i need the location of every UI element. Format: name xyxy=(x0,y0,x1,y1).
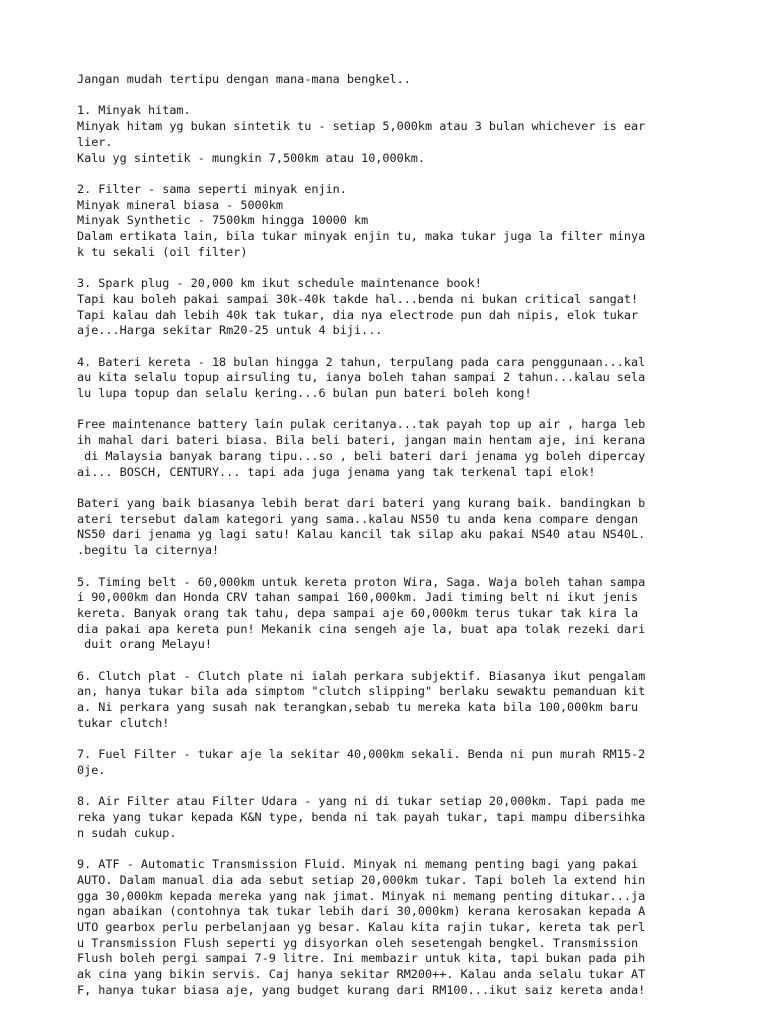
document-body-text: Jangan mudah tertipu dengan mana-mana bengkel.. 1. Minyak hitam. Minyak hitam yg bukan sintetik tu - setiap 5,000km atau 3 bulan whichever is ear lier. Kalu yg sintetik - mungkin 7,500km atau 10,000km. 2. Filter - sama seperti minyak enjin. Minyak mineral biasa - 5000km Minyak Synthetic - 7500km hingga 10000 km Dalam ertikata lain, bila tukar minyak enjin tu, maka tukar juga la filter minya k tu sekali (oil filter) 3. Spark plug - 20,000 km ikut schedule maintenance book! Tapi kau boleh pakai sampai 30k-40k takde hal...benda ni bukan critical sangat! Tapi kalau dah lebih 40k tak tukar, dia nya electrode pun dah nipis, elok tukar aje...Harga sekitar Rm20-25 untuk 4 biji... 4. Bateri kereta - 18 bulan hingga 2 tahun, terpulang pada cara penggunaan...kal au kita selalu topup airsuling tu, ianya boleh tahan sampai 2 tahun...kalau sela lu lupa topup dan selalu kering...6 bulan pun bateri boleh kong! Free maintenance battery lain pulak ceritanya...tak payah top up air , harga leb ih mahal dari bateri biasa. Bila beli bateri, jangan main hentam aje, ini kerana di Malaysia banyak barang tipu...so , beli bateri dari jenama yg boleh dipercay ai... BOSCH, CENTURY... tapi ada juga jenama yang tak terkenal tapi elok! Bateri yang baik biasanya lebih berat dari bateri yang kurang baik. bandingkan b ateri tersebut dalam kategori yang sama..kalau NS50 tu anda kena compare dengan NS50 dari jenama yg lagi satu! Kalau kancil tak silap aku pakai NS40 atau NS40L. .begitu la citernya! 5. Timing belt - 60,000km untuk kereta proton Wira, Saga. Waja boleh tahan sampa i 90,000km dan Honda CRV tahan sampai 160,000km. Jadi timing belt ni ikut jenis kereta. Banyak orang tak tahu, depa sampai aje 60,000km terus tukar tak kira la dia pakai apa kereta pun! Mekanik cina sengeh aje la, buat apa tolak rezeki dari duit orang Melayu! 6. Clutch plat - Clutch plate ni ialah perkara subjektif. Biasanya ikut pengalam an, hanya tukar bila ada simptom "clutch slipping" berlaku sewaktu pemanduan kit a. Ni perkara yang susah nak terangkan,sebab tu mereka kata bila 100,000km baru tukar clutch! 7. Fuel Filter - tukar aje la sekitar 40,000km sekali. Benda ni pun murah RM15-2 0je. 8. Air Filter atau Filter Udara - yang ni di tukar setiap 20,000km. Tapi pada me reka yang tukar kepada K&N type, benda ni tak payah tukar, tapi mampu dibersihka n sudah cukup. 9. ATF - Automatic Transmission Fluid. Minyak ni memang penting bagi yang pakai AUTO. Dalam manual dia ada sebut setiap 20,000km tukar. Tapi boleh la extend hin gga 30,000km kepada mereka yang nak jimat. Minyak ni memang penting ditukar...ja ngan abaikan (contohnya tak tukar lebih dari 30,000km) kerana kerosakan kepada A UTO gearbox perlu perbelanjaan yg besar. Kalau kita rajin tukar, kereta tak perl u Transmission Flush seperti yg disyorkan oleh sesetengah bengkel. Transmission Flush boleh pergi sampai 7-9 litre. Ini membazir untuk kita, tapi bukan pada pih ak cina yang bikin servis. Caj hanya sekitar RM200++. Kalau anda selalu tukar AT F, hanya tukar biasa aje, yang budget kurang dari RM100...ikut saiz kereta anda! xyxy=(77,72,646,997)
